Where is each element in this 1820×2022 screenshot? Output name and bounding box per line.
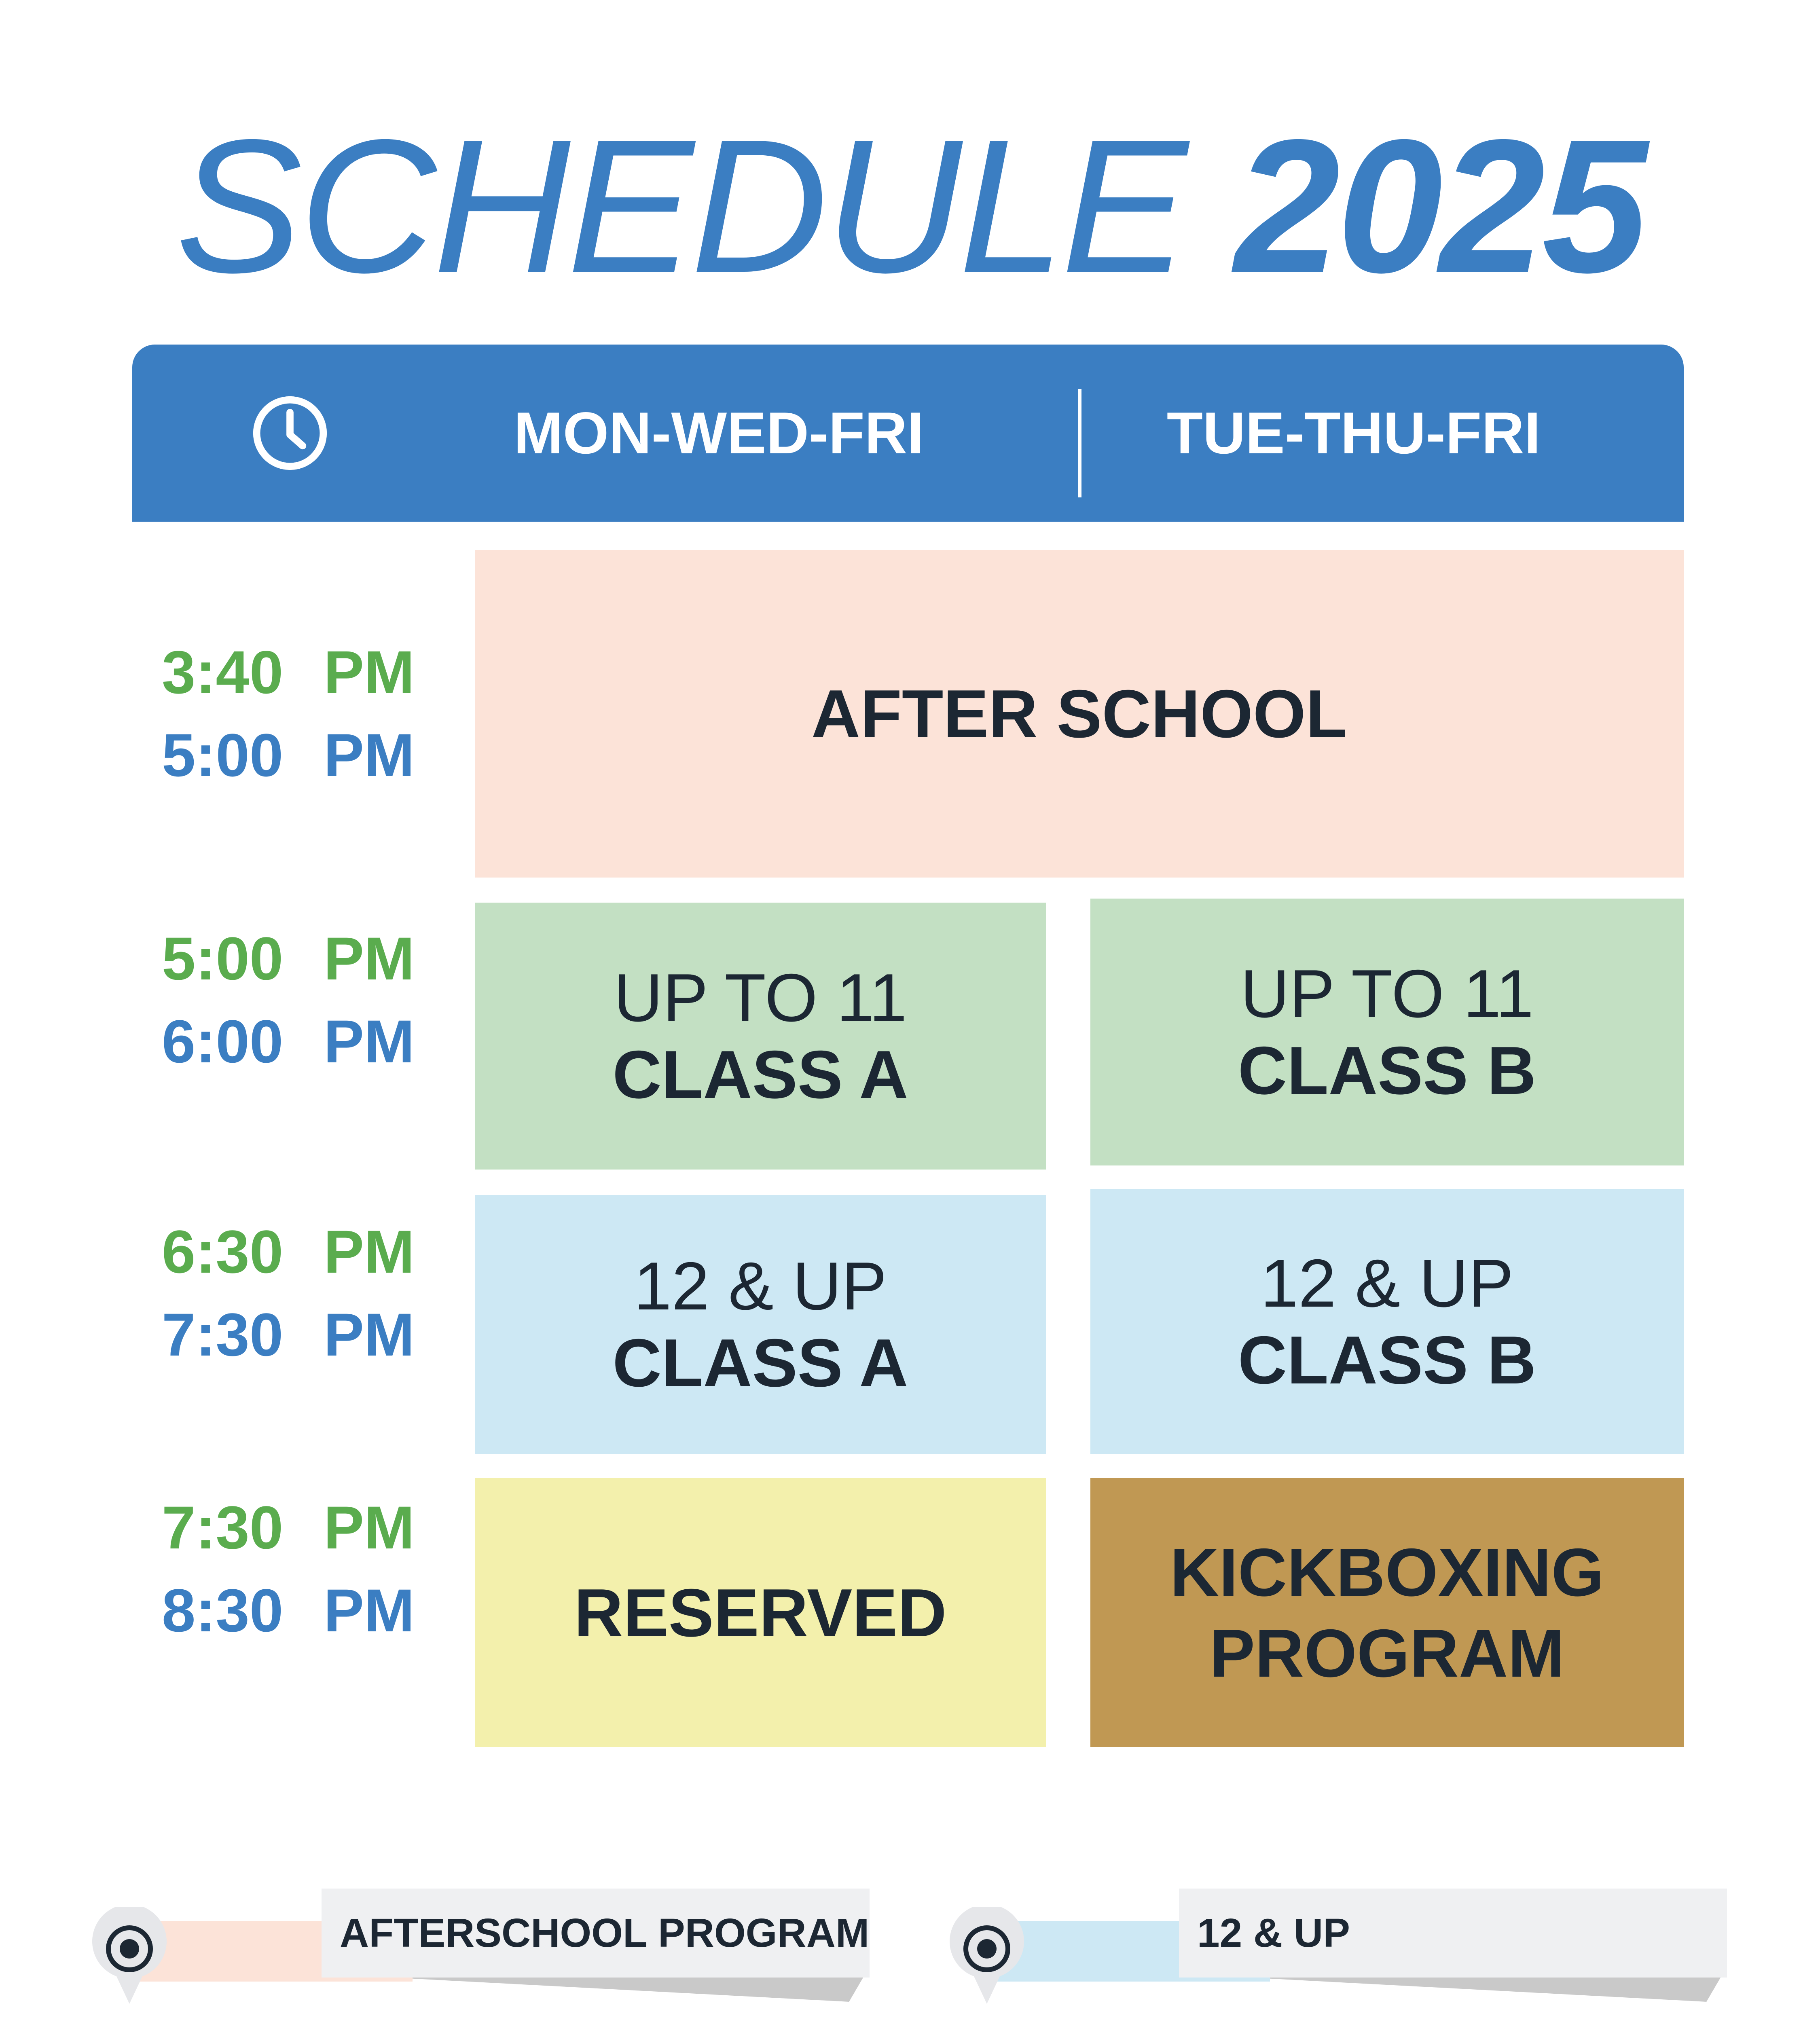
time-slot-1 — [162, 631, 421, 797]
cell-label: AFTER SCHOOL — [811, 676, 1348, 752]
cell-up-to-11-class-a — [475, 903, 1046, 1170]
slot-end-time: 5:00 PM — [162, 721, 415, 789]
cell-age-group: UP TO 11 — [1240, 956, 1534, 1032]
legend-label: 12 & UP — [1179, 1889, 1727, 1978]
legend-label: AFTERSCHOOL PROGRAM — [322, 1889, 870, 1978]
slot-end-time: 6:00 PM — [162, 1007, 415, 1075]
cell-class: CLASS A — [612, 1325, 908, 1401]
cell-class: CLASS B — [1238, 1032, 1536, 1108]
time-slot-3 — [162, 1210, 421, 1376]
target-pin-icon — [946, 1907, 1027, 2012]
clock-icon — [250, 393, 330, 473]
slot-end-time: 7:30 PM — [162, 1301, 415, 1368]
cell-label: RESERVED — [574, 1574, 947, 1651]
cell-class: CLASS A — [612, 1036, 908, 1113]
cell-after-school — [475, 550, 1684, 878]
cell-12-and-up-class-b — [1090, 1189, 1684, 1454]
cell-label-line2: PROGRAM — [1209, 1615, 1565, 1691]
legend-item-12-and-up — [946, 1889, 1727, 2010]
column-header-mon-wed-fri: MON-WED-FRI — [514, 400, 924, 466]
slot-end-time: 8:30 PM — [162, 1576, 415, 1644]
cell-kickboxing-program — [1090, 1478, 1684, 1747]
target-pin-icon — [89, 1907, 170, 2012]
title-word: SCHEDULE — [176, 100, 1185, 312]
page-title — [0, 93, 1820, 319]
cell-age-group: 12 & UP — [634, 1248, 887, 1324]
cell-age-group: 12 & UP — [1260, 1245, 1514, 1321]
cell-up-to-11-class-b — [1090, 899, 1684, 1165]
cell-label-line1: KICKBOXING — [1170, 1534, 1604, 1610]
column-header-tue-thu-fri: TUE-THU-FRI — [1166, 400, 1541, 466]
title-year: 2025 — [1234, 100, 1644, 312]
cell-age-group: UP TO 11 — [614, 960, 907, 1036]
slot-start-time: 7:30 PM — [162, 1493, 415, 1561]
schedule-header — [132, 345, 1684, 522]
cell-12-and-up-class-a — [475, 1195, 1046, 1454]
slot-start-time: 6:30 PM — [162, 1218, 415, 1286]
slot-start-time: 5:00 PM — [162, 924, 415, 992]
time-slot-4 — [162, 1486, 421, 1652]
slot-start-time: 3:40 PM — [162, 638, 415, 706]
cell-class: CLASS B — [1238, 1322, 1536, 1398]
cell-reserved — [475, 1478, 1046, 1747]
legend-item-afterschool-program — [89, 1889, 870, 2010]
time-slot-2 — [162, 917, 421, 1083]
